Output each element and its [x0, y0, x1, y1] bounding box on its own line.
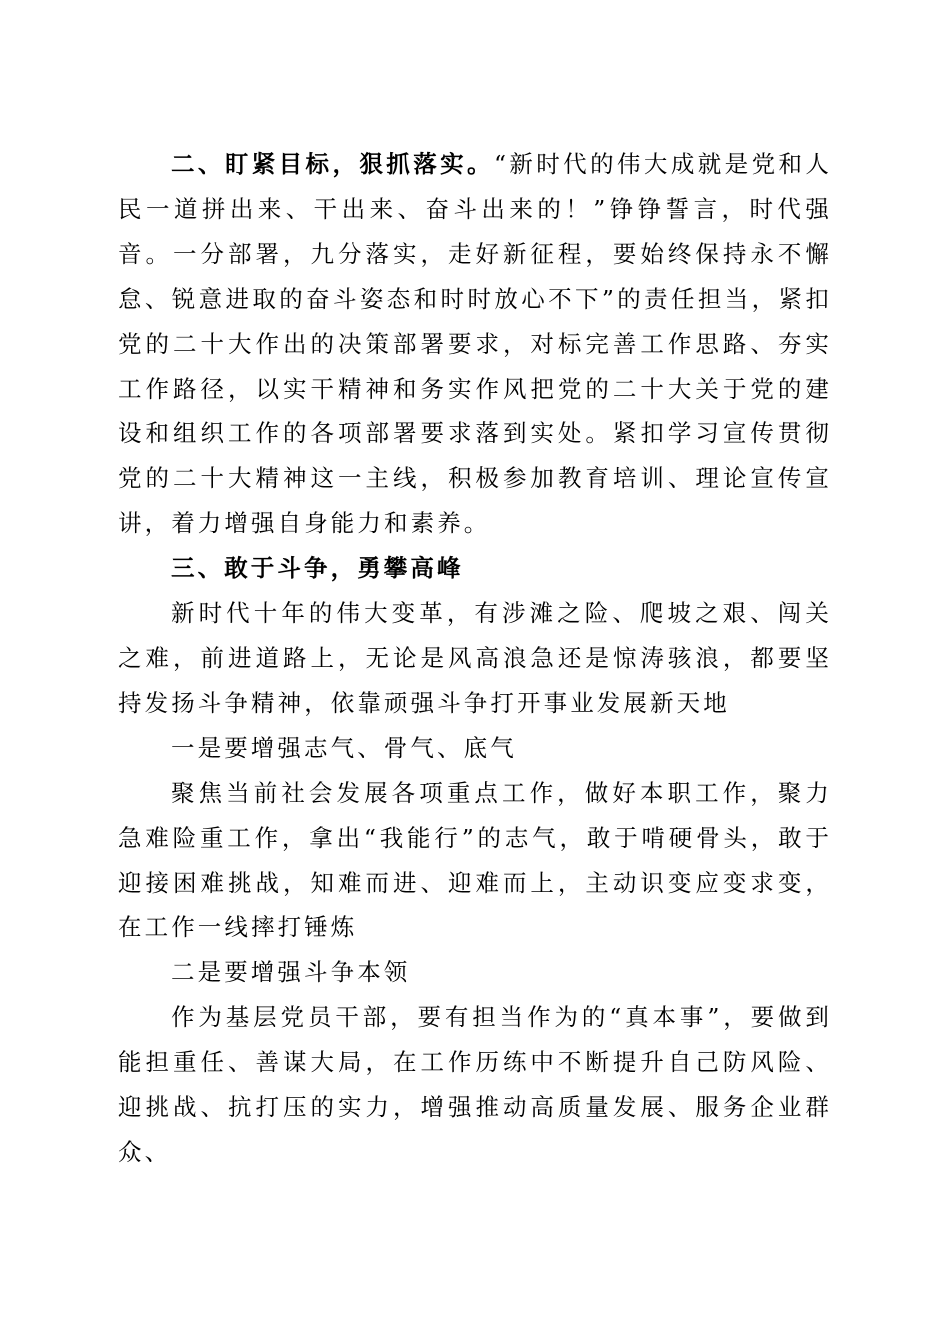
section-2-heading: 二、盯紧目标，狠抓落实。	[171, 150, 494, 178]
section-2-paragraph	[118, 142, 832, 546]
point-1-body: 聚焦当前社会发展各项重点工作，做好本职工作，聚力急难险重工作，拿出“我能行”的志气，敢于啃硬骨头，敢于迎接困难挑战，知难而进、迎难而上，主动识变应变求变，在工作一线摔打锤炼	[118, 778, 832, 942]
section-3-intro: 新时代十年的伟大变革，有涉滩之险、爬坡之艰、闯关之难，前进道路上，无论是风高浪急还是惊涛骇浪，都要坚持发扬斗争精神，依靠顽强斗争打开事业发展新天地	[118, 599, 832, 717]
section-2-body: “新时代的伟大成就是党和人民一道拼出来、干出来、奋斗出来的！”铮铮誓言，时代强音。一分部署，九分落实，走好新征程，要始终保持永不懈怠、锐意进取的奋斗姿态和时时放心不下”的责任担当，紧扣党的二十大作出的决策部署要求，对标完善工作思路、夯实工作路径，以实干精神和务实作风把党的二十大关于党的建设和组织工作的各项部署要求落到实处。紧扣学习宣传贯彻党的二十大精神这一主线，积极参加教育培训、理论宣传宣讲，着力增强自身能力和素养。	[118, 150, 832, 538]
point-1-heading: 一是要增强志气、骨气、底气	[171, 733, 517, 762]
point-2-heading: 二是要增强斗争本领	[171, 958, 411, 987]
point-2-body: 作为基层党员干部，要有担当作为的“真本事”，要做到能担重任、善谋大局，在工作历练中不断提升自己防风险、迎挑战、抗打压的实力，增强推动高质量发展、服务企业群众、	[118, 1003, 832, 1166]
section-3-heading: 三、敢于斗争，勇攀高峰	[171, 554, 464, 583]
document-page	[118, 142, 832, 1175]
